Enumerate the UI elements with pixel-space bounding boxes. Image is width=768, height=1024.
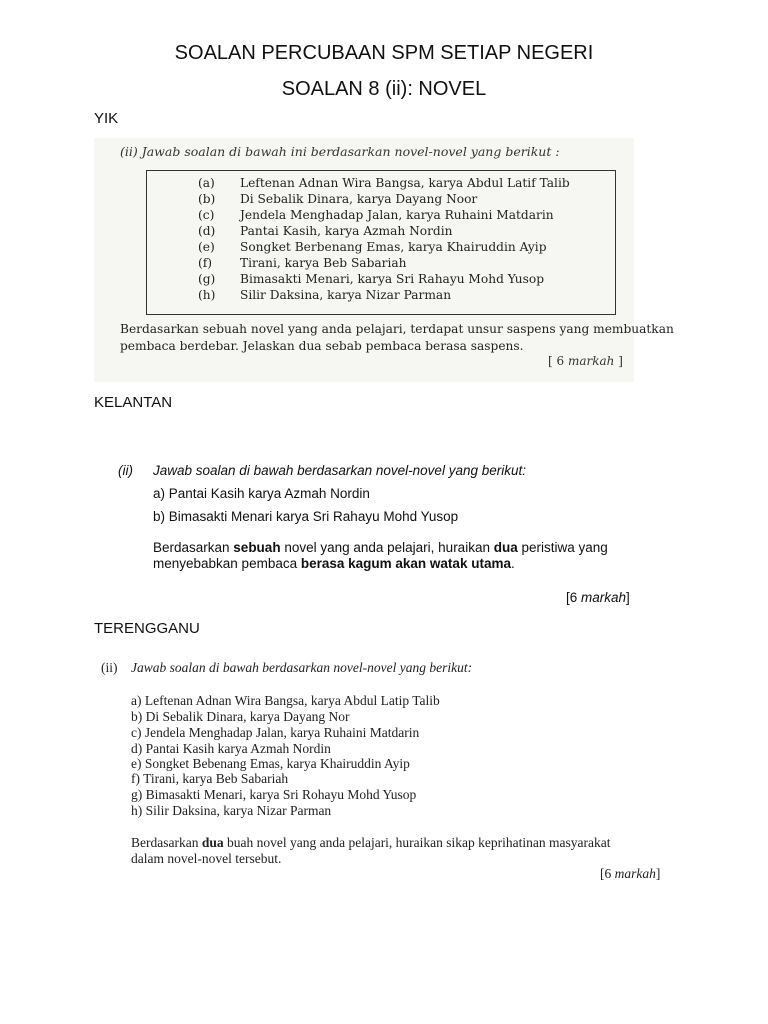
yik-novel-item: (b) Di Sebalik Dinara, karya Dayang Noor bbox=[198, 192, 478, 206]
yik-novel-item: (e) Songket Berbenang Emas, karya Khairuddin Ayip bbox=[198, 240, 547, 254]
terengganu-novel-item: e) Songket Bebenang Emas, karya Khairuddin Ayip bbox=[131, 756, 410, 771]
terengganu-novel-item: g) Bimasakti Menari, karya Sri Rohayu Mohd Yusop bbox=[131, 787, 417, 802]
kelantan-marks: [6 markah] bbox=[566, 590, 630, 605]
terengganu-question-line-1: Berdasarkan dua buah novel yang anda pelajari, huraikan sikap keprihatinan masyarakat bbox=[131, 835, 611, 850]
section-heading-terengganu: TERENGGANU bbox=[94, 620, 200, 637]
kelantan-question-line-2: menyebabkan pembaca berasa kagum akan watak utama. bbox=[153, 556, 515, 571]
yik-question-scan bbox=[94, 138, 674, 382]
page-title: SOALAN PERCUBAAN SPM SETIAP NEGERI bbox=[174, 42, 594, 64]
terengganu-question-number: (ii) bbox=[101, 660, 118, 675]
section-heading-yik: YIK bbox=[94, 110, 119, 127]
terengganu-marks: [6 markah] bbox=[600, 866, 661, 881]
page-subtitle: SOALAN 8 (ii): NOVEL bbox=[281, 78, 487, 100]
terengganu-question-line-2: dalam novel-novel tersebut. bbox=[131, 851, 282, 866]
yik-novel-item: (f) Tirani, karya Beb Sabariah bbox=[198, 256, 407, 270]
section-heading-kelantan: KELANTAN bbox=[94, 394, 173, 411]
yik-novel-item: (c) Jendela Menghadap Jalan, karya Ruhaini Matdarin bbox=[198, 208, 554, 222]
yik-instruction: (ii) Jawab soalan di bawah ini berdasarkan novel-novel yang berikut : bbox=[120, 144, 560, 159]
terengganu-novel-item: b) Di Sebalik Dinara, karya Dayang Nor bbox=[131, 709, 350, 724]
kelantan-question-line-1: Berdasarkan sebuah novel yang anda pelajari, huraikan dua peristiwa yang bbox=[153, 540, 608, 555]
yik-question-line-2: pembaca berdebar. Jelaskan dua sebab pembaca berasa saspens. bbox=[120, 339, 524, 353]
kelantan-question-number: (ii) bbox=[118, 463, 133, 478]
yik-marks: [ 6 markah ] bbox=[548, 354, 623, 368]
terengganu-novel-item: h) Silir Daksina, karya Nizar Parman bbox=[131, 803, 332, 818]
yik-novel-item: (g) Bimasakti Menari, karya Sri Rahayu Mohd Yusop bbox=[198, 272, 544, 286]
terengganu-novel-item: d) Pantai Kasih karya Azmah Nordin bbox=[131, 741, 331, 756]
yik-novel-item: (h) Silir Daksina, karya Nizar Parman bbox=[198, 288, 452, 302]
kelantan-instruction: Jawab soalan di bawah berdasarkan novel-novel yang berikut: bbox=[153, 463, 526, 478]
yik-novel-item: (a) Leftenan Adnan Wira Bangsa, karya Abdul Latif Talib bbox=[198, 176, 570, 190]
yik-question-line-1: Berdasarkan sebuah novel yang anda pelajari, terdapat unsur saspens yang membuatkan bbox=[120, 322, 674, 336]
terengganu-novel-item: f) Tirani, karya Beb Sabariah bbox=[131, 771, 289, 786]
kelantan-novel-item: a) Pantai Kasih karya Azmah Nordin bbox=[153, 486, 370, 501]
kelantan-novel-item: b) Bimasakti Menari karya Sri Rahayu Mohd Yusop bbox=[153, 509, 459, 524]
terengganu-instruction: Jawab soalan di bawah berdasarkan novel-novel yang berikut: bbox=[131, 660, 473, 675]
yik-novel-item: (d) Pantai Kasih, karya Azmah Nordin bbox=[198, 224, 453, 238]
terengganu-novel-item: c) Jendela Menghadap Jalan, karya Ruhaini Matdarin bbox=[131, 725, 420, 740]
terengganu-novel-item: a) Leftenan Adnan Wira Bangsa, karya Abdul Latip Talib bbox=[131, 693, 440, 708]
